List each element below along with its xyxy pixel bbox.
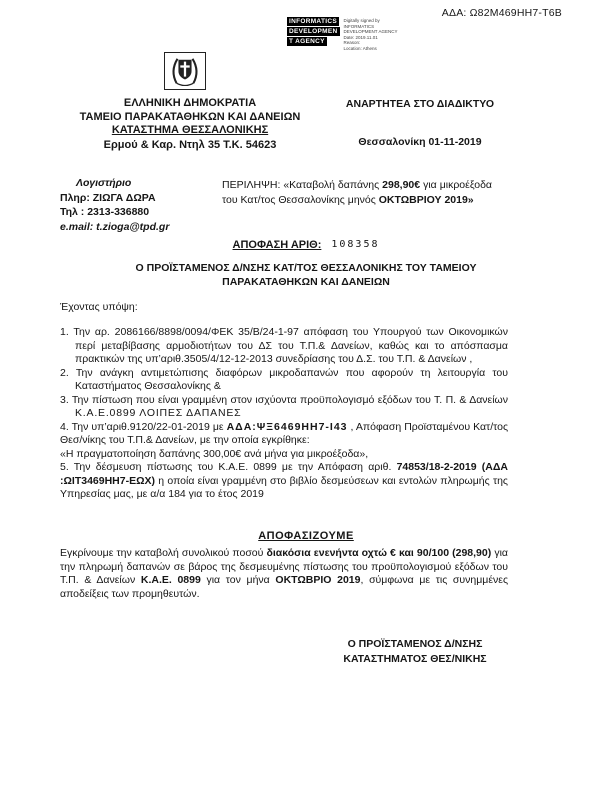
decision-number-value: 108358 (331, 239, 380, 250)
list-item-5: 5. Την δέσμευση πίστωσης του Κ.Α.Ε. 0899 με την Απόφαση αριθ. 74853/18-2-2019 (ΑΔΑ :ΩΙΤ3469ΗΗ7-ΕΩΧ) η οποία είναι γραμμένη στο βιβλίο δεσμεύσεων και εντολών πληρωμής της Υπηρεσίας μας, με α/α 184 για το έτος 2019 (60, 461, 508, 500)
decide-title: ΑΠΟΦΑΣΙΖΟΥΜΕ (258, 530, 354, 542)
greek-coat-of-arms-icon (164, 52, 206, 90)
signature-title-line2: ΚΑΤΑΣΤΗΜΑΤΟΣ ΘΕΣ/ΝΙΚΗΣ (343, 652, 487, 665)
ada-code: ΑΔΑ: Ω82M469HH7-T6B (441, 7, 562, 19)
stamp-agency-name (287, 17, 340, 52)
issuer-heading-line1: Ο ΠΡΟΪΣΤΑΜΕΝΟΣ Δ/ΝΣΗΣ ΚΑΤ/ΤΟΣ ΘΕΣΣΑΛΟΝΙΚΗΣ ΤΟΥ ΤΑΜΕΙΟΥ (135, 262, 477, 274)
letterhead-address: Ερμού & Καρ. Ντηλ 35 Τ.Κ. 54623 (103, 138, 277, 151)
digital-signature-stamp (287, 17, 397, 52)
stamp-detail-line: Digitally signed by (343, 18, 380, 23)
web-posting-note: ΑΝΑΡΤΗΤΕΑ ΣΤΟ ΔΙΑΔΙΚΤΥΟ (345, 98, 495, 110)
contact-person: Πληρ: ΖΙΩΓΑ ΔΩΡΑ (60, 191, 156, 204)
signature-title-line1: Ο ΠΡΟΪΣΤΑΜΕΝΟΣ Δ/ΝΣΗΣ (347, 638, 483, 650)
stamp-agency-line: DEVELOPMEN (289, 28, 338, 35)
stamp-detail-line: Reason: (343, 40, 361, 46)
stamp-detail-line: DEVELOPMENT AGENCY (343, 29, 398, 35)
stamp-detail-line: Location: Athens (343, 45, 377, 51)
list-item-4-quote: «Η πραγματοποίηση δαπάνης 300,00€ ανά μήνα για μικροέξοδα», (60, 447, 369, 460)
letterhead-organization: ΤΑΜΕΙΟ ΠΑΡΑΚΑΤΑΘΗΚΩΝ ΚΑΙ ΔΑΝΕΙΩΝ (79, 110, 301, 123)
decision-number-label: ΑΠΟΦΑΣΗ ΑΡΙΘ: (232, 239, 322, 251)
contact-phone: Τηλ : 2313-336880 (60, 206, 150, 218)
contact-email: e.mail: t.zioga@tpd.gr (60, 220, 170, 233)
stamp-agency-line: INFORMATICS (289, 18, 337, 25)
signature-block (300, 637, 530, 666)
decision-number-line (0, 239, 612, 251)
stamp-agency-line: T AGENCY (289, 38, 325, 45)
list-item-2: 2. Την ανάγκη αντιμετώπισης διαφόρων μικροδαπανών που αφορούν τη λειτουργία του Καταστήματος Θεσσαλονίκης & (60, 366, 508, 392)
stamp-signature-details (344, 17, 398, 52)
city-and-date: Θεσσαλονίκη 01-11-2019 (358, 136, 482, 148)
considerations-list (60, 326, 508, 502)
list-item-4: 4. Την υπ’αριθ.9120/22-01-2019 με ΑΔΑ:ΨΞ6469ΗΗ7-Ι43 , Απόφαση Προϊσταμένου Κατ/τος Θεσ/νίκης του Τ.Π.& Δανείων, με την οποία εγκρίθηκε: (60, 420, 509, 446)
having-regard-label: Έχοντας υπόψη: (60, 301, 138, 313)
list-item-1: 1. Την αρ. 2086166/8898/0094/ΦΕΚ 35/Β/24-1-97 απόφαση του Υπουργού των Οικονομικών περί μεταβίβασης αρμοδιοτήτων του ΔΣ του Τ.Π.& Δανείων, καθώς και το απόσπασμα πρακτικών της υπ’αριθ.3505/4/12-12-2013 συνεδρίασης του Δ.Σ. του Τ.Π. & Δανείων , (60, 326, 508, 365)
decision-paragraph: Εγκρίνουμε την καταβολή συνολικού ποσού διακόσια ενενήντα οχτώ € και 90/100 (298,90) για την πληρωμή δαπανών σε βάρος της δεσμευμένης πίστωσης του προϋπολογισμού εξόδων του Τ.Π. & Δανείων Κ.Α.Ε. 0899 για τον μήνα ΟΚΤΩΒΡΙΟ 2019, σύμφωνα με τις συνημμένες αποδείξεις των προμηθευτών. (60, 547, 509, 600)
stamp-detail-line: Date: 2019.11.01 (343, 34, 378, 40)
contact-block (60, 176, 169, 234)
issuer-heading-line2: ΠΑΡΑΚΑΤΑΘΗΚΩΝ ΚΑΙ ΔΑΝΕΙΩΝ (222, 275, 390, 288)
contact-department: Λογιστήριο (76, 177, 132, 189)
letterhead-republic: ΕΛΛΗΝΙΚΗ ΔΗΜΟΚΡΑΤΙΑ (123, 97, 257, 109)
summary-paragraph: ΠΕΡΙΛΗΨΗ: «Καταβολή δαπάνης 298,90€ για μικροέξοδα του Κατ/τος Θεσσαλονίκης μηνός ΟΚΤΩΒΡΙΟΥ 2019» (222, 179, 492, 206)
letterhead (40, 97, 340, 152)
issuer-heading (56, 262, 556, 289)
list-item-3: 3. Την πίστωση που είναι γραμμένη στον ισχύοντα προϋπολογισμό εξόδων του Τ. Π. & Δανείων Κ.Α.Ε.0899 ΛΟΙΠΕΣ ΔΑΠΑΝΕΣ (60, 393, 508, 419)
letterhead-branch: ΚΑΤΑΣΤΗΜΑ ΘΕΣΣΑΛΟΝΙΚΗΣ (111, 124, 269, 136)
stamp-detail-line: INFORMATICS (343, 23, 375, 29)
